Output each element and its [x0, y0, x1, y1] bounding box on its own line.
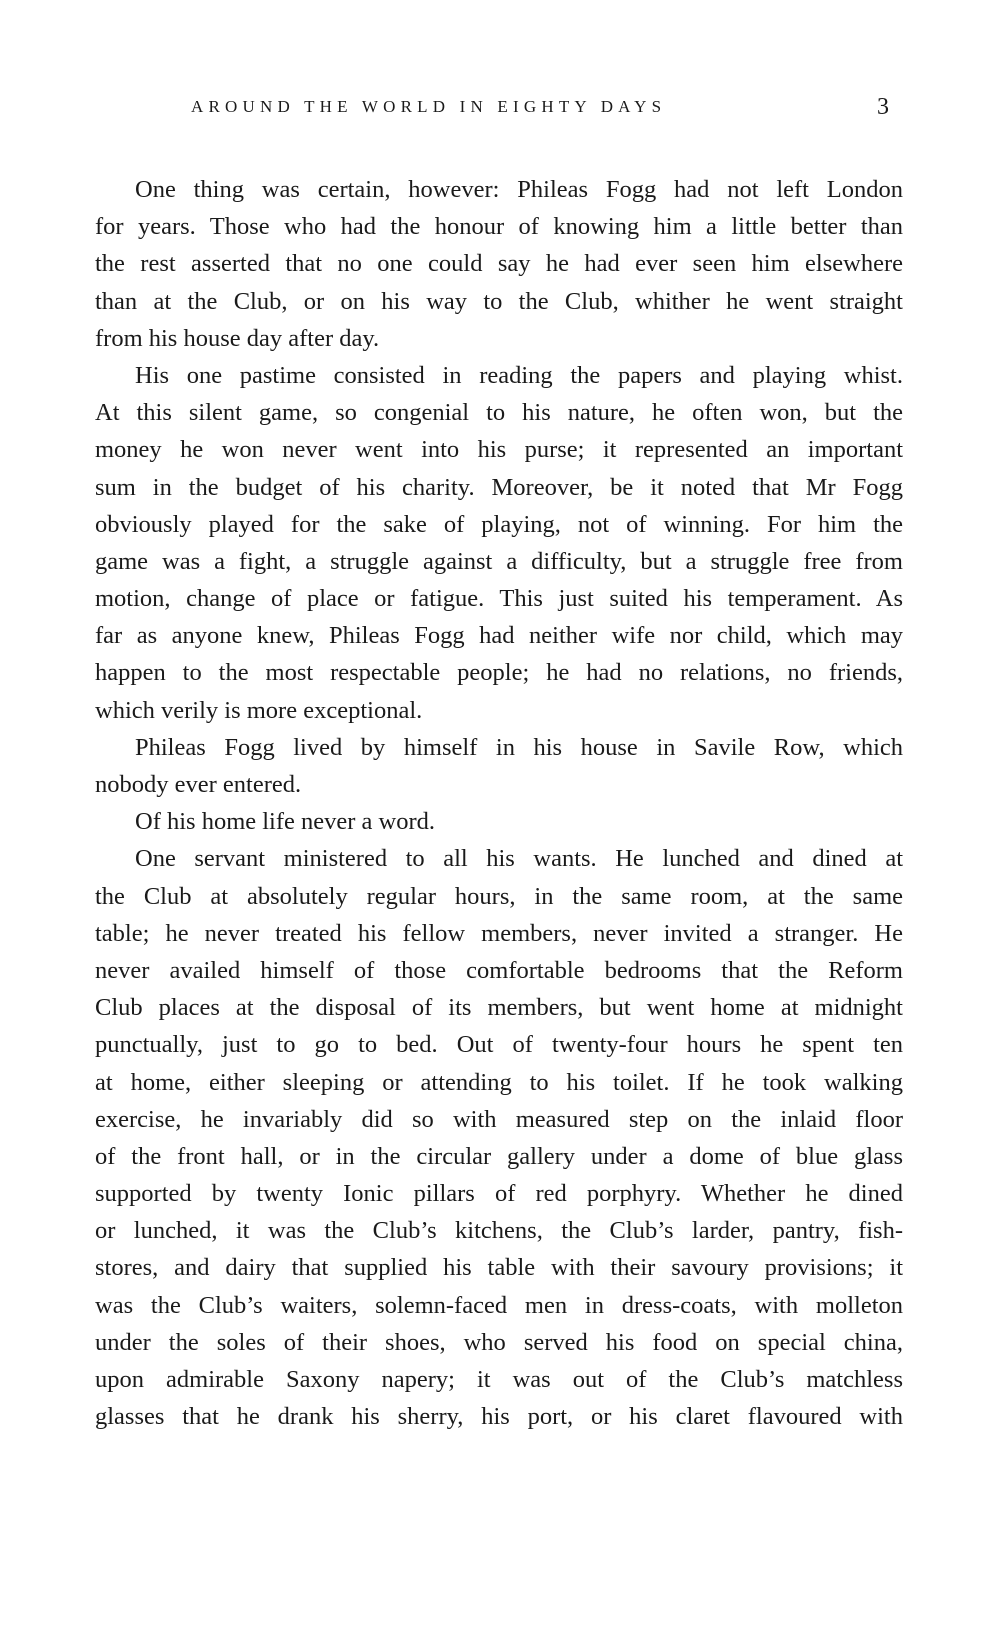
text-line: of the front hall, or in the circular gallery under a dome of blue glass [95, 1142, 903, 1170]
text-line: obviously played for the sake of playing, not of winning. For him the [95, 510, 903, 538]
text-line: motion, change of place or fatigue. This just suited his temperament. As [95, 585, 903, 613]
page-number: 3 [877, 94, 889, 120]
text-line: At this silent game, so congenial to his nature, he often won, but the [95, 399, 903, 427]
text-line: at home, either sleeping or attending to his toilet. If he took walking [95, 1068, 903, 1096]
text-line: money he won never went into his purse; it represented an important [95, 436, 903, 464]
text-line: stores, and dairy that supplied his table with their savoury provisions; it [95, 1254, 903, 1282]
text-line: game was a fight, a struggle against a difficulty, but a struggle free from [95, 547, 903, 575]
body-text [95, 171, 903, 1435]
running-head-title: AROUND THE WORLD IN EIGHTY DAYS [191, 97, 667, 116]
text-line: One servant ministered to all his wants. He lunched and dined at [135, 845, 903, 873]
text-line: Phileas Fogg lived by himself in his house in Savile Row, which [135, 733, 903, 761]
text-line: nobody ever entered. [95, 771, 302, 798]
text-line: Club places at the disposal of its members, but went home at midnight [95, 994, 903, 1022]
text-line: for years. Those who had the honour of knowing him a little better than [95, 213, 903, 241]
text-line: which verily is more exceptional. [95, 696, 423, 724]
text-line: than at the Club, or on his way to the Club, whither he went straight [95, 287, 903, 315]
text-line: the Club at absolutely regular hours, in the same room, at the same [95, 882, 903, 910]
text-line: or lunched, it was the Club’s kitchens, the Club’s larder, pantry, fish- [95, 1217, 903, 1245]
text-line: was the Club’s waiters, solemn-faced men in dress-coats, with molleton [95, 1291, 903, 1319]
text-line: table; he never treated his fellow members, never invited a stranger. He [95, 919, 903, 947]
text-line: from his house day after day. [95, 324, 380, 352]
text-line: punctually, just to go to bed. Out of twenty-four hours he spent ten [95, 1031, 903, 1059]
text-line: exercise, he invariably did so with measured step on the inlaid floor [95, 1105, 903, 1133]
text-line: One thing was certain, however: Phileas Fogg had not left London [135, 176, 903, 203]
text-line: happen to the most respectable people; he had no relations, no friends, [95, 659, 903, 687]
text-line: supported by twenty Ionic pillars of red porphyry. Whether he dined [95, 1180, 903, 1208]
text-line: far as anyone knew, Phileas Fogg had neither wife nor child, which may [95, 622, 903, 650]
text-line: sum in the budget of his charity. Moreover, be it noted that Mr Fogg [95, 473, 903, 501]
text-line: glasses that he drank his sherry, his port, or his claret flavoured with [95, 1403, 903, 1431]
text-line: the rest asserted that no one could say he had ever seen him elsewhere [95, 250, 903, 278]
text-line: upon admirable Saxony napery; it was out of the Club’s matchless [95, 1366, 903, 1393]
text-line: Of his home life never a word. [135, 808, 436, 836]
text-line: never availed himself of those comfortable bedrooms that the Reform [95, 956, 903, 984]
text-line: His one pastime consisted in reading the papers and playing whist. [135, 361, 903, 389]
text-line: under the soles of their shoes, who served his food on special china, [95, 1328, 903, 1356]
